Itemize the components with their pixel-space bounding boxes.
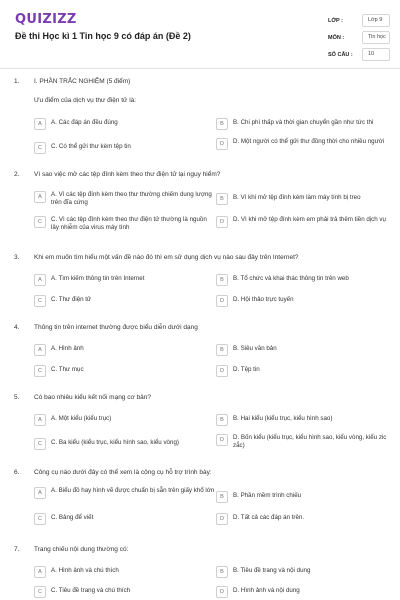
question-text: I. PHẦN TRẮC NGHIỆM (5 điểm) [34,78,131,85]
question-text: Có bao nhiêu kiểu kết nối mạng cơ bản? [34,394,152,401]
meta-info [328,13,390,64]
option-a[interactable] [34,414,216,426]
header [0,0,400,69]
option-text: B. Chi phí thấp và thời gian chuyển gần như tức thì [233,119,374,126]
option-text: B. Tiêu đề trang và nội dung [233,567,311,574]
option-d[interactable] [216,216,398,228]
option-b[interactable] [216,491,398,503]
option-b[interactable] [216,274,398,286]
option-c[interactable] [34,438,216,450]
option-text: D. Bốn kiểu (kiểu trục, kiểu hình sao, kiểu vòng, kiểu zic zắc) [233,434,387,449]
question-number: 1. [14,78,20,85]
option-letter: B [216,414,228,426]
option-text: A. Hình ảnh [51,345,84,352]
option-letter: D [216,138,228,150]
meta-row-subject [328,30,390,45]
option-letter: A [34,566,46,578]
option-c[interactable] [34,295,216,307]
option-d[interactable] [216,434,398,450]
option-c[interactable] [34,513,216,525]
option-text: D. Tất cả các đáp án trên. [233,514,305,521]
option-letter: D [216,295,228,307]
option-d[interactable] [216,138,398,150]
option-text: A. Các đáp án đều đúng [51,119,118,126]
meta-value: Tin học [362,31,390,44]
option-a[interactable] [34,344,216,356]
option-text: D. Tệp tin [233,366,260,373]
option-letter: B [216,344,228,356]
option-d[interactable] [216,365,398,377]
option-text: C. Thư mục [51,366,84,373]
option-letter: A [34,191,46,203]
option-text: D. Hình ảnh và nội dung [233,587,300,594]
option-text: A. Tìm kiếm thông tin trên Internet [51,275,145,282]
option-text: A. Biểu đồ hay hình vẽ được chuẩn bị sẵn trên giấy khổ lớn [51,487,215,494]
quizizz-logo[interactable]: QUIZIZZ [15,12,77,27]
option-c[interactable] [34,586,216,598]
option-c[interactable] [34,142,216,154]
option-b[interactable] [216,566,398,578]
question-text: Khi em muốn tìm hiểu một vấn đề nào đó thì em sử dụng dịch vụ nào sau đây trên Internet? [34,254,299,261]
option-letter: D [216,216,228,228]
option-letter: C [34,216,46,228]
option-d[interactable] [216,513,398,525]
option-letter: A [34,118,46,130]
question-number: 3. [14,254,20,261]
option-b[interactable] [216,193,398,205]
option-a[interactable] [34,274,216,286]
option-letter: C [34,295,46,307]
meta-value: Lớp 9 [362,14,390,27]
meta-label: LỚP : [328,17,343,24]
option-letter: A [34,487,46,499]
question-text: Trang chiếu nội dung thường có: [34,546,129,553]
meta-row-class [328,13,390,28]
option-letter: A [34,414,46,426]
option-text: C. Thư điện tử [51,296,92,303]
option-a[interactable] [34,191,216,207]
option-letter: C [34,586,46,598]
meta-label: MÔN : [328,34,345,41]
option-letter: B [216,193,228,205]
option-a[interactable] [34,487,216,499]
worksheet-title: Đề thi Học kì 1 Tin học 9 có đáp án (Đề 2) [15,31,191,41]
option-b[interactable] [216,344,398,356]
option-text: D. Hội thảo trực tuyến [233,296,294,303]
option-text: D. Vì khi mở tệp đính kèm em phải trả thêm tiền dịch vụ [233,216,386,223]
option-letter: B [216,274,228,286]
question-number: 5. [14,394,20,401]
option-c[interactable] [34,216,216,232]
option-letter: B [216,118,228,130]
option-c[interactable] [34,365,216,377]
question-number: 2. [14,171,20,178]
option-text: B. Siêu văn bản [233,345,277,352]
option-text: C. Ba kiểu (kiểu trục, kiểu hình sao, kiểu vòng) [51,439,179,446]
question-subtext: Ưu điểm của dịch vụ thư điện tử là: [34,97,137,104]
question-text: Công cụ nào dưới đây có thể xem là công cụ hỗ trợ trình bày: [34,469,212,476]
option-letter: D [216,365,228,377]
option-text: B. Tổ chức và khai thác thông tin trên web [233,275,349,282]
option-letter: D [216,586,228,598]
option-letter: B [216,491,228,503]
option-letter: C [34,365,46,377]
option-text: B. Hai kiểu (kiểu trục, kiểu hình sao) [233,415,333,422]
option-a[interactable] [34,566,216,578]
option-b[interactable] [216,414,398,426]
option-letter: B [216,566,228,578]
option-text: A. Hình ảnh và chú thích [51,567,119,574]
question-number: 7. [14,546,20,553]
option-letter: A [34,274,46,286]
option-text: C. Có thể gửi thư kèm tệp tin [51,143,131,150]
meta-row-count [328,47,390,62]
option-text: D. Một người có thể gửi thư đồng thời cho nhiều người [233,138,385,145]
question-text: Thông tin trên internet thường được biểu diễn dưới dạng [34,324,198,331]
option-b[interactable] [216,118,398,130]
option-letter: C [34,438,46,450]
question-number: 4. [14,324,20,331]
option-letter: C [34,513,46,525]
meta-value: 10 [362,48,390,61]
option-d[interactable] [216,295,398,307]
question-number: 6. [14,469,20,476]
option-a[interactable] [34,118,216,130]
option-text: C. Bảng để viết [51,514,94,521]
option-letter: D [216,434,228,446]
meta-label: SỐ CÂU : [328,51,353,58]
option-text: B. Phần mềm trình chiếu [233,492,302,499]
option-text: C. Tiêu đề trang và chú thích [51,587,131,594]
question-text: Vì sao việc mở các tệp đính kèm theo thư điện tử lại nguy hiểm? [34,171,221,178]
option-d[interactable] [216,586,398,598]
option-text: A. Vì các tệp đính kèm theo thư thường chiếm dung lượng trên đĩa cứng [51,191,212,206]
option-text: A. Một kiểu (kiểu trục) [51,415,112,422]
option-letter: D [216,513,228,525]
option-text: C. Vì các tệp đính kèm theo thư điện tử thường là nguồn lây nhiễm của virus máy tính [51,216,207,231]
option-letter: A [34,344,46,356]
option-text: B. Vì khi mở tệp đính kèm làm máy tính bị treo [233,194,361,201]
option-letter: C [34,142,46,154]
